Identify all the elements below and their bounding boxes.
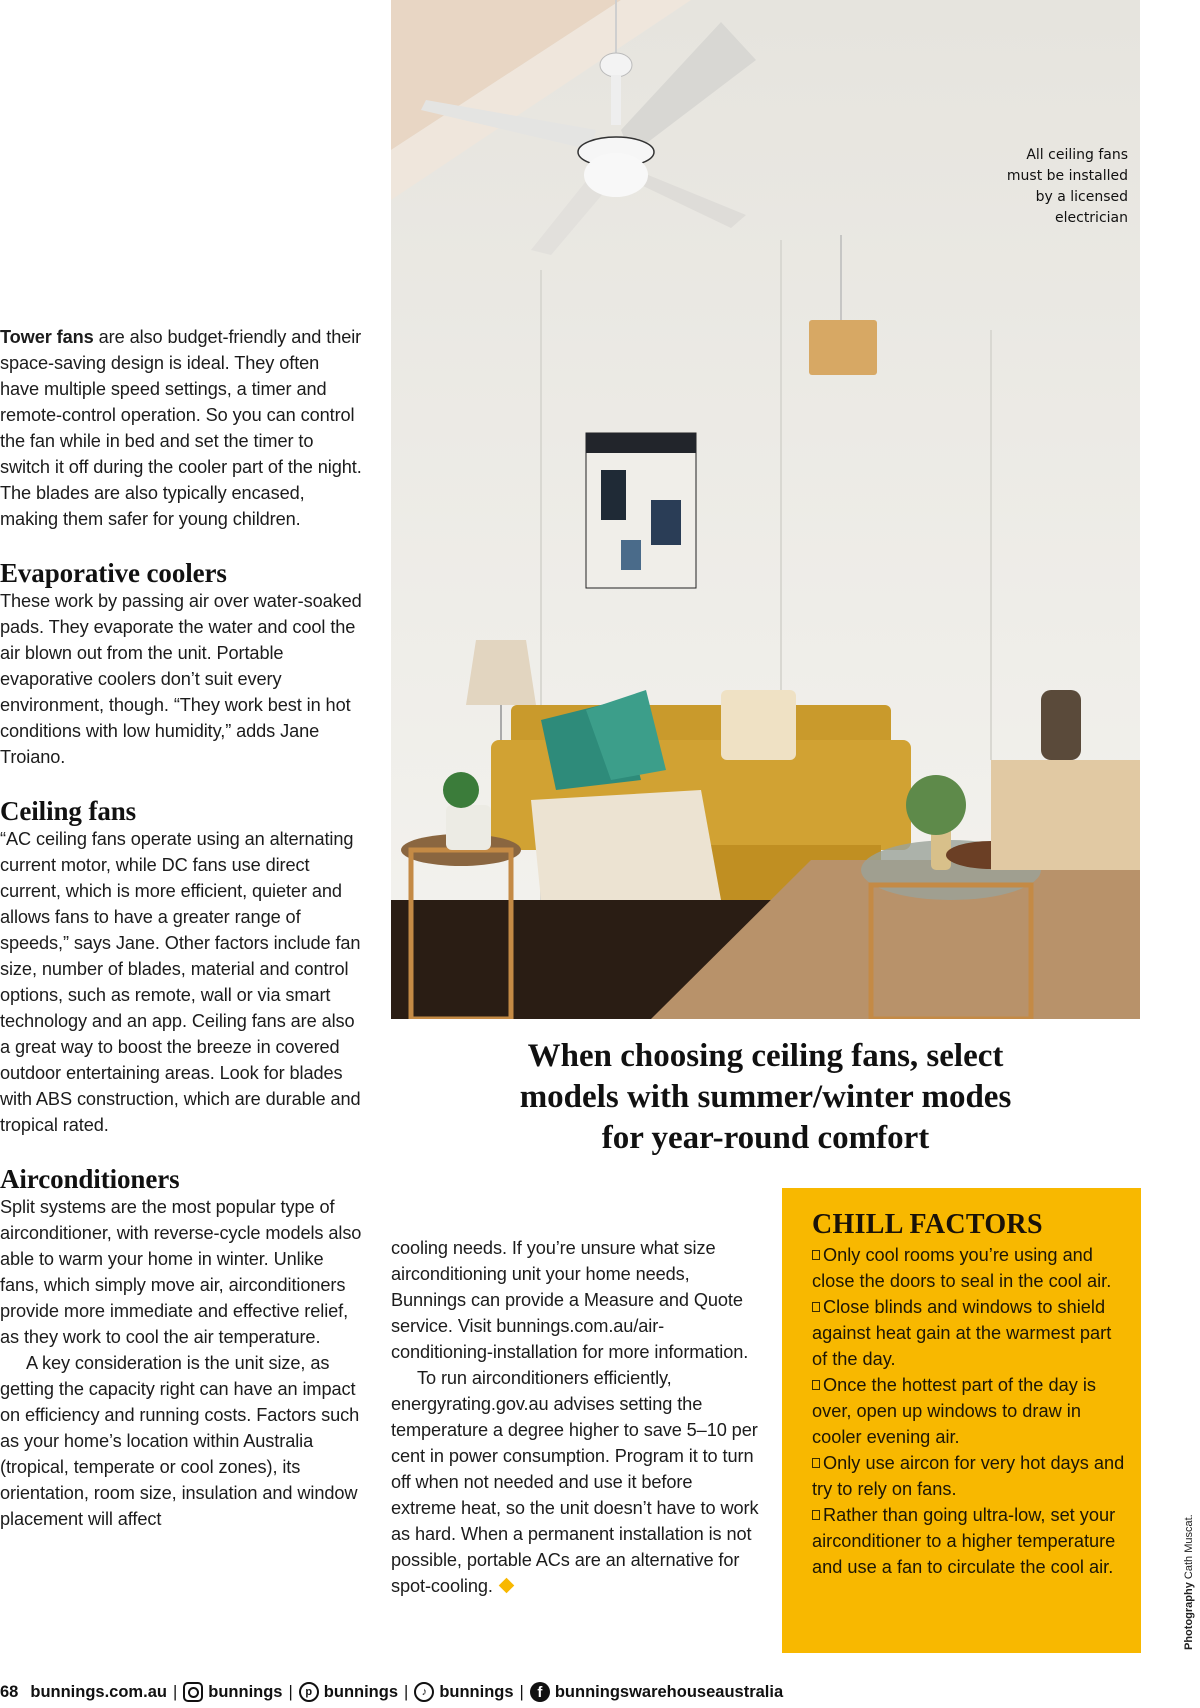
tower-fans-paragraph bbox=[0, 324, 362, 532]
caption-line: electrician bbox=[1055, 210, 1128, 226]
airconditioners-paragraph-1: Split systems are the most popular type of airconditioner, with reverse-cycle models also able to warm your home in winter. Unlike fans, which simply move air, airconditioners provide more immediate and effective relief, as they work to cool the air temperature. bbox=[0, 1197, 362, 1347]
bullet-box-icon bbox=[812, 1302, 820, 1312]
pull-quote-line: for year-round comfort bbox=[601, 1120, 930, 1156]
caption-line: by a licensed bbox=[1035, 189, 1128, 205]
footer-separator: | bbox=[404, 1682, 409, 1701]
list-item bbox=[812, 1372, 1129, 1450]
ceiling-fans-paragraph: “AC ceiling fans operate using an alternating current motor, while DC fans use direct current, which is more efficient, quieter and allows fans to have a greater range of speeds,” says Jane. Other factors include fan size, number of blades, material and control options, such as remote, wall or via smart technology and an app. Ceiling fans are also a great way to boost the breeze in covered outdoor entertaining areas. Look for blades with ABS construction, which are durable and tropical rated. bbox=[0, 829, 361, 1135]
pinterest-icon[interactable]: p bbox=[299, 1682, 319, 1702]
list-item bbox=[812, 1294, 1129, 1372]
bullet-box-icon bbox=[812, 1510, 820, 1520]
pinterest-handle[interactable]: bunnings bbox=[323, 1682, 399, 1701]
photo-credit bbox=[1183, 1514, 1195, 1650]
end-mark-diamond-icon bbox=[499, 1578, 515, 1594]
list-item-text: Only use aircon for very hot days and try to rely on fans. bbox=[812, 1453, 1125, 1499]
heading-ceiling-fans: Ceiling fans bbox=[0, 796, 137, 826]
footer-separator: | bbox=[519, 1682, 524, 1701]
photo-credit-name: Cath Muscat. bbox=[1183, 1514, 1195, 1583]
instagram-icon[interactable] bbox=[183, 1682, 203, 1702]
page-footer bbox=[0, 1680, 783, 1704]
pull-quote bbox=[391, 1036, 1140, 1159]
photo-caption bbox=[1007, 145, 1128, 229]
instagram-handle[interactable]: bunnings bbox=[208, 1682, 283, 1701]
caption-line: All ceiling fans bbox=[1026, 147, 1128, 163]
list-item-text: Rather than going ultra-low, set your airconditioner to a higher temperature and use a fan to circulate the cool air. bbox=[812, 1505, 1116, 1577]
chill-factors-title: CHILL FACTORS bbox=[812, 1209, 1043, 1240]
bullet-box-icon bbox=[812, 1458, 820, 1468]
middle-paragraph-2-text: To run airconditioners efficiently, energyrating.gov.au advises setting the temperature a degree higher to save 5–10 per cent in power consumption. Program it to turn off when not needed and use it before extreme heat, so the unit doesn’t have to work as hard. When a permanent installation is not possible, portable ACs are an alternative for spot-cooling. bbox=[391, 1368, 759, 1596]
tower-fans-lead: Tower fans bbox=[0, 327, 94, 347]
footer-separator: | bbox=[172, 1682, 178, 1701]
list-item-text: Only cool rooms you’re using and close the doors to seal in the cool air. bbox=[812, 1245, 1112, 1291]
pull-quote-line: When choosing ceiling fans, select bbox=[527, 1038, 1004, 1074]
tower-fans-text: are also budget-friendly and their space-saving design is ideal. They often have multiple speed settings, a timer and remote-control operation. So you can control the fan while in bed and set the timer to switch it off during the cooler part of the night. The blades are also typically encased, making them safer for young children. bbox=[0, 327, 362, 529]
facebook-icon[interactable]: f bbox=[530, 1682, 550, 1702]
hero-photo bbox=[391, 0, 1140, 1019]
chill-factors-box bbox=[782, 1188, 1141, 1653]
list-item-text: Once the hottest part of the day is over, open up windows to draw in cooler evening air. bbox=[812, 1375, 1096, 1447]
bullet-box-icon bbox=[812, 1250, 820, 1260]
heading-airconditioners: Airconditioners bbox=[0, 1164, 180, 1194]
evaporative-paragraph: These work by passing air over water-soaked pads. They evaporate the water and cool the air blown out from the unit. Portable evaporative coolers don’t suit every environment, though. “They work best in hot conditions with low humidity,” adds Jane Troiano. bbox=[0, 591, 362, 767]
pull-quote-line: models with summer/winter modes bbox=[519, 1079, 1012, 1115]
list-item bbox=[812, 1450, 1129, 1502]
page-number: 68 bbox=[0, 1682, 19, 1701]
tiktok-handle[interactable]: bunnings bbox=[439, 1682, 514, 1701]
footer-separator: | bbox=[288, 1682, 293, 1701]
list-item bbox=[812, 1502, 1129, 1580]
website-link[interactable]: bunnings.com.au bbox=[30, 1682, 167, 1701]
tiktok-icon[interactable]: ♪ bbox=[414, 1682, 434, 1702]
facebook-handle[interactable]: bunningswarehouseaustralia bbox=[554, 1682, 784, 1701]
middle-column bbox=[391, 1235, 761, 1599]
left-column bbox=[0, 324, 362, 1532]
bullet-box-icon bbox=[812, 1380, 820, 1390]
caption-line: must be installed bbox=[1006, 168, 1128, 184]
list-item bbox=[812, 1242, 1129, 1294]
heading-evaporative-coolers: Evaporative coolers bbox=[0, 558, 227, 588]
middle-paragraph-1: cooling needs. If you’re unsure what size airconditioning unit your home needs, Bunnings can provide a Measure and Quote service. Visit bunnings.com.au/air-conditioning-installation for more information. bbox=[391, 1238, 749, 1362]
middle-paragraph-2 bbox=[391, 1365, 761, 1599]
photo-credit-label: Photography bbox=[1183, 1582, 1195, 1650]
airconditioners-paragraph-2: A key consideration is the unit size, as getting the capacity right can have an impact on efficiency and running costs. Factors such as your home’s location within Australia (tropical, temperate or cool zones), its orientation, room size, insulation and window placement will affect bbox=[0, 1353, 360, 1529]
chill-factors-list bbox=[812, 1242, 1129, 1580]
list-item-text: Close blinds and windows to shield against heat gain at the warmest part of the day. bbox=[812, 1297, 1112, 1369]
